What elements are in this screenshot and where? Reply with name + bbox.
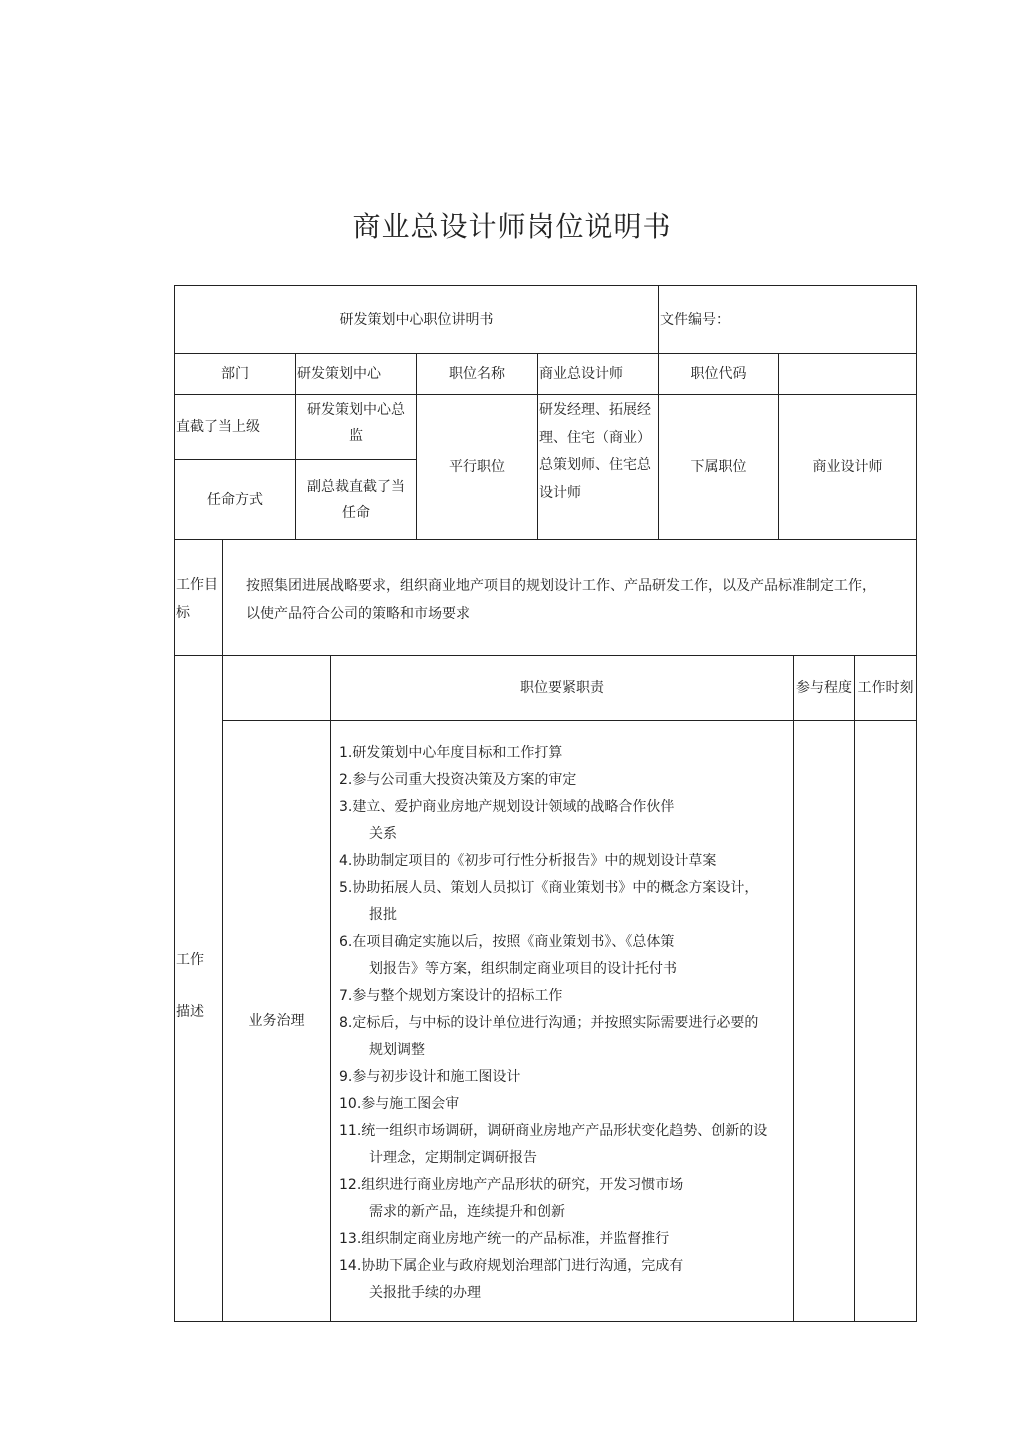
superior-value-line: 研发策划中心总 xyxy=(307,402,405,418)
pos-name-value-cell xyxy=(539,354,658,394)
duty-line: 12.组织进行商业房地产产品形状的研究，开发习惯市场 xyxy=(339,1177,684,1193)
table-border-bottom xyxy=(174,1321,917,1322)
duty-line: 4.协助制定项目的《初步可行性分析报告》中的规划设计草案 xyxy=(339,853,717,869)
parallel-value-line: 理、住宅（商业） xyxy=(539,429,651,446)
col-divider xyxy=(330,655,331,1322)
col-divider xyxy=(537,353,538,540)
duty-line: 9.参与初步设计和施工图设计 xyxy=(339,1069,521,1085)
goal-text-line: 按照集团进展战略要求，组织商业地产项目的规划设计工作、产品研发工作，以及产品标准制定工作， xyxy=(246,578,876,594)
goal-label-line: 工作目 xyxy=(176,577,218,593)
subordinate-label: 下属职位 xyxy=(690,459,747,475)
work-time-header-cell xyxy=(855,656,916,720)
dept-value-cell xyxy=(297,354,416,394)
duty-line: 6.在项目确定实施以后，按照《商业策划书》、《总体策 xyxy=(339,934,675,950)
parallel-value-line: 总策划师、住宅总 xyxy=(539,457,651,473)
appoint-label-cell xyxy=(175,460,295,539)
doc-number-cell xyxy=(660,286,916,353)
duty-line: 5.协助拓展人员、策划人员拟订《商业策划书》中的概念方案设计， xyxy=(339,880,759,896)
superior-label-cell xyxy=(176,395,295,459)
parallel-label-cell xyxy=(417,395,537,539)
duty-line: 14.协助下属企业与政府规划治理部门进行沟通，完成有 xyxy=(339,1258,684,1274)
work-desc-label-line: 工作 xyxy=(176,952,204,968)
work-desc-category: 业务治理 xyxy=(248,1013,305,1029)
page-title: 商业总设计师岗位说明书 xyxy=(352,210,672,243)
appoint-value-cell xyxy=(296,460,416,539)
goal-text-line: 以使产品符合公司的策略和市场要求 xyxy=(246,606,470,622)
subordinate-value-cell xyxy=(779,395,916,539)
duties-list xyxy=(339,740,793,1307)
duty-line: 13.组织制定商业房地产统一的产品标准，并监督推行 xyxy=(339,1231,670,1247)
appoint-value-line: 副总裁直截了当 xyxy=(307,478,405,495)
work-desc-label-cell xyxy=(176,946,222,1036)
duties-header-cell xyxy=(331,656,793,720)
header-title-cell xyxy=(175,286,658,353)
table-border-left xyxy=(174,285,175,1322)
duty-line: 计理念，定期制定调研报告 xyxy=(369,1150,537,1166)
duty-line: 7.参与整个规划方案设计的招标工作 xyxy=(339,988,563,1004)
participation-header-cell xyxy=(794,656,854,720)
duty-line: 11.统一组织市场调研，调研商业房地产产品形状变化趋势、创新的设 xyxy=(339,1123,768,1139)
duty-line: 3.建立、爱护商业房地产规划设计领域的战略合作伙伴 xyxy=(339,799,675,815)
appoint-label: 任命方式 xyxy=(207,491,263,508)
parallel-value-line: 设计师 xyxy=(539,484,581,501)
doc-number-label: 文件编号： xyxy=(660,311,730,328)
duty-line: 8.定标后，与中标的设计单位进行沟通；并按照实际需要进行必要的 xyxy=(339,1015,759,1031)
duty-line: 关报批手续的办理 xyxy=(369,1285,481,1301)
parallel-label: 平行职位 xyxy=(449,459,505,475)
duty-line: 10.参与施工图会审 xyxy=(339,1096,460,1112)
duty-line: 规划调整 xyxy=(369,1042,425,1058)
subordinate-value: 商业设计师 xyxy=(812,459,883,475)
header-title: 研发策划中心职位讲明书 xyxy=(339,311,494,328)
superior-value-line: 监 xyxy=(349,428,363,444)
pos-code-label-cell xyxy=(659,354,778,394)
participation-header: 参与程度 xyxy=(796,680,852,696)
pos-name-value: 商业总设计师 xyxy=(539,366,623,382)
parallel-value-line: 研发经理、拓展经 xyxy=(539,402,651,418)
subordinate-label-cell xyxy=(659,395,778,539)
dept-value: 研发策划中心 xyxy=(297,366,381,382)
duty-line: 需求的新产品，连续提升和创新 xyxy=(369,1204,565,1220)
table-border-right xyxy=(916,285,917,1322)
goal-label-cell xyxy=(176,571,222,631)
goal-text-cell xyxy=(246,572,916,632)
parallel-value-cell xyxy=(539,397,659,537)
pos-code-value-cell xyxy=(779,354,916,394)
goal-label-line: 标 xyxy=(176,605,190,621)
duty-line: 报批 xyxy=(369,907,397,923)
pos-code-label: 职位代码 xyxy=(690,366,747,382)
appoint-value-line: 任命 xyxy=(342,504,370,521)
duty-line: 1.研发策划中心年度目标和工作打算 xyxy=(339,745,563,761)
duty-line: 划报告》等方案，组织制定商业项目的设计托付书 xyxy=(369,961,677,977)
work-desc-category-cell xyxy=(223,1006,330,1036)
col-divider xyxy=(854,655,855,1322)
duty-line: 关系 xyxy=(369,826,397,842)
dept-label: 部门 xyxy=(221,366,249,382)
duties-header: 职位要紧职责 xyxy=(520,680,604,696)
row-divider xyxy=(222,720,917,721)
duty-line: 2.参与公司重大投资决策及方案的审定 xyxy=(339,772,577,788)
dept-label-cell xyxy=(175,354,295,394)
pos-name-label-cell xyxy=(417,354,537,394)
superior-label: 直截了当上级 xyxy=(176,419,260,435)
pos-name-label: 职位名称 xyxy=(449,366,505,382)
superior-value-cell xyxy=(296,397,416,459)
work-time-header: 工作时刻 xyxy=(857,680,914,696)
row-divider xyxy=(174,539,917,540)
work-desc-label-line: 描述 xyxy=(176,1004,204,1020)
col-divider xyxy=(222,539,223,1322)
col-divider xyxy=(793,655,794,1322)
